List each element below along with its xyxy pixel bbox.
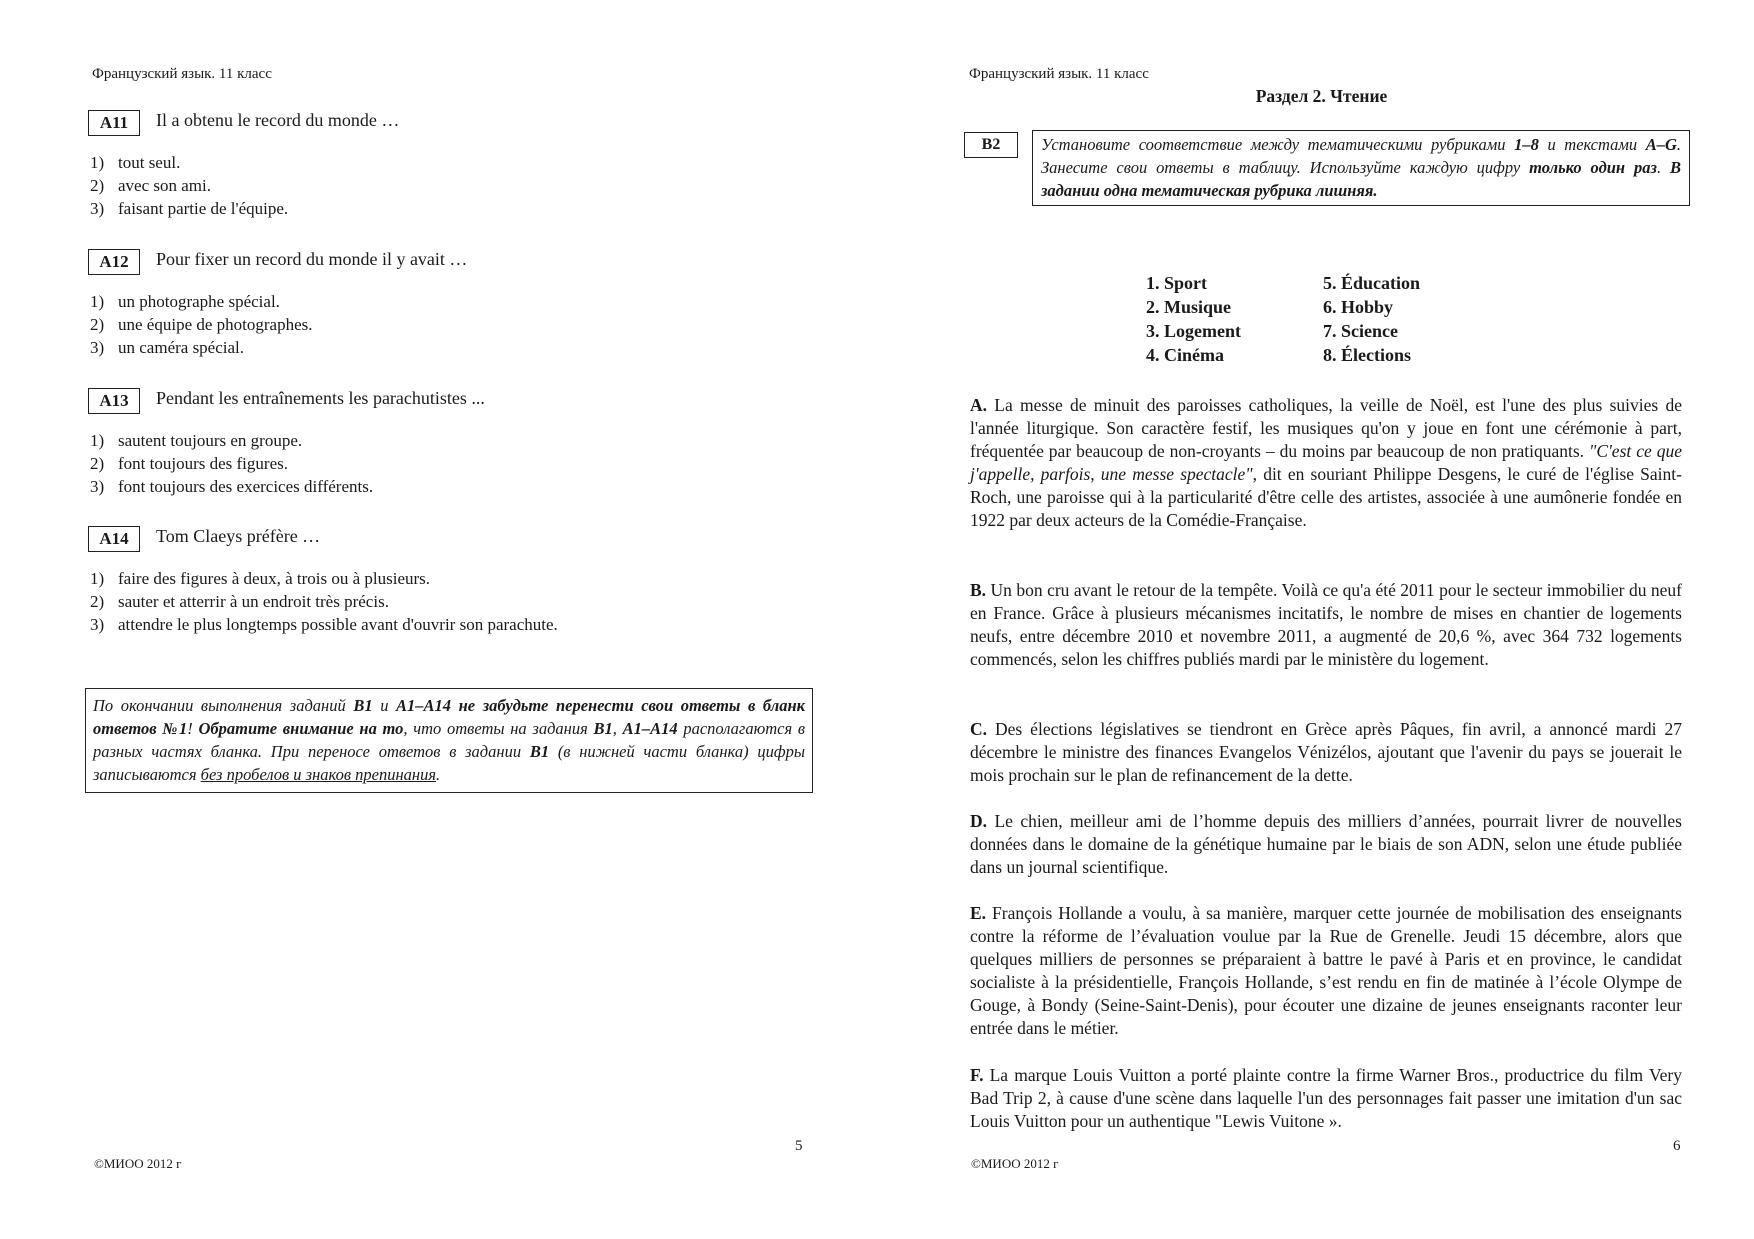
question-text: Il a obtenu le record du monde …	[156, 110, 400, 130]
answer-option: 2) avec son ami.	[90, 176, 211, 195]
text-b: B. Un bon cru avant le retour de la tempête. Voilà ce qu'a été 2011 pour le secteur immobilier du neuf en France. Grâce à plusieurs mécanismes incitatifs, le nombre de mises en chantier de logements neufs, entre décembre 2010 et novembre 2011, a augmenté de 20,6 %, avec 364 732 logements commencés, selon les chiffres publiés mardi par le ministère du logement.	[970, 580, 1682, 669]
answer-option: 3) faisant partie de l'équipe.	[90, 199, 289, 218]
transfer-answers-notice: По окончании выполнения заданий B1 и A1–A14 не забудьте перенести свои ответы в бланк ответов №1! Обратите внимание на то, что ответы на задания B1, A1–A14 располагаются в разных частях бланка. При переносе ответов в задании B1 (в нижней части бланка) цифры записываются без пробелов и знаков препинания.	[85, 688, 813, 793]
question-text: Tom Claeys préfère …	[156, 526, 321, 546]
question-a13	[88, 386, 808, 498]
page-footer: ©МИОО 2012 г	[94, 1156, 182, 1171]
text-f: F. La marque Louis Vuitton a porté plainte contre la firme Warner Bros., productrice du film Very Bad Trip 2, à cause d'une scène dans laquelle l'un des personnages fait passer une imitation d'un sac Louis Vuitton pour un authentique "Lewis Vuitone ».	[970, 1065, 1682, 1131]
answer-option: 1) un photographe spécial.	[90, 292, 280, 311]
answer-options	[90, 151, 808, 220]
page-header: Французский язык. 11 класс	[969, 66, 1149, 82]
rubric-item: 7. Science	[1323, 321, 1398, 341]
rubric-item: 3. Logement	[1146, 321, 1241, 341]
question-a11	[88, 108, 808, 220]
rubric-item: 6. Hobby	[1323, 297, 1394, 317]
rubric-item: 2. Musique	[1146, 297, 1232, 317]
page-number: 6	[1673, 1138, 1681, 1154]
answer-options	[90, 429, 808, 498]
rubric-item: 5. Éducation	[1323, 273, 1421, 293]
rubric-item: 4. Cinéma	[1146, 345, 1224, 365]
question-label: A13	[88, 388, 140, 414]
page-header: Французский язык. 11 класс	[92, 66, 272, 82]
page-number: 5	[795, 1138, 803, 1154]
answer-option: 1) tout seul.	[90, 153, 181, 172]
task-label: B2	[964, 132, 1018, 158]
question-a12	[88, 247, 808, 359]
question-a14	[88, 524, 808, 636]
answer-option: 1) sautent toujours en groupe.	[90, 431, 303, 450]
text-e: E. François Hollande a voulu, à sa manière, marquer cette journée de mobilisation des enseignants contre la réforme de l’évaluation voulue par la Rue de Grenelle. Jeudi 15 décembre, alors que quelques milliers de personnes se préparaient à battre le pavé à Paris et en province, le candidat socialiste à la présidentielle, François Hollande, s’est rendu en fin de matinée à l’école Olympe de Gouge, à Bondy (Seine-Saint-Denis), pour écouter une dizaine de jeunes enseignants raconter leur entrée dans le métier.	[970, 903, 1682, 1038]
answer-option: 3) attendre le plus longtemps possible avant d'ouvrir son parachute.	[90, 615, 558, 634]
question-text: Pour fixer un record du monde il y avait …	[156, 249, 468, 269]
page-footer: ©МИОО 2012 г	[971, 1156, 1059, 1171]
question-text: Pendant les entraînements les parachutistes ...	[156, 388, 485, 408]
question-label: A12	[88, 249, 140, 275]
question-label: A11	[88, 110, 140, 136]
text-a: A. La messe de minuit des paroisses catholiques, la veille de Noël, est l'une des plus suivies de l'année liturgique. Son caractère festif, les musiques qu'on y joue en font une cérémonie à part, fréquentée par beaucoup de non-croyants – du moins par beaucoup de non pratiquants. "C'est ce que j'appelle, parfois, une messe spectacle", dit en souriant Philippe Desgens, le curé de l'église Saint-Roch, une paroisse qui à la particularité d'être celle des artistes, associée à une aumônerie fondée en 1922 par deux acteurs de la Comédie-Française.	[970, 395, 1682, 530]
answer-option: 3) un caméra spécial.	[90, 338, 245, 357]
answer-option: 1) faire des figures à deux, à trois ou à plusieurs.	[90, 569, 431, 588]
right-page	[877, 0, 1754, 1239]
task-instruction: Установите соответствие между тематическими рубриками 1–8 и текстами A–G. Занесите свои ответы в таблицу. Используйте каждую цифру только один раз. В задании одна тематическая рубрика лишняя.	[1032, 130, 1690, 206]
answer-option: 2) une équipe de photographes.	[90, 315, 313, 334]
rubric-item: 8. Élections	[1323, 345, 1411, 365]
answer-option: 2) font toujours des figures.	[90, 454, 288, 473]
answer-option: 2) sauter et atterrir à un endroit très précis.	[90, 592, 389, 611]
rubrics-column-1	[1146, 271, 1241, 367]
question-label: A14	[88, 526, 140, 552]
answer-options	[90, 567, 808, 636]
rubric-item: 1. Sport	[1146, 273, 1208, 293]
answer-option: 3) font toujours des exercices différents.	[90, 477, 374, 496]
rubrics-column-2	[1323, 271, 1420, 367]
text-d: D. Le chien, meilleur ami de l’homme depuis des milliers d’années, pourrait livrer de nouvelles données dans le domaine de la génétique humaine par le biais de son ADN, selon une étude publiée dans un journal scientifique.	[970, 811, 1682, 877]
answer-options	[90, 290, 808, 359]
text-c: C. Des élections législatives se tiendront en Grèce après Pâques, fin avril, a annoncé mardi 27 décembre le ministre des finances Evangelos Vénizélos, ajoutant que l'avenir du pays se jouerait le mois prochain sur le plan de refinancement de la dette.	[970, 719, 1682, 785]
section-title: Раздел 2. Чтение	[1255, 86, 1388, 106]
